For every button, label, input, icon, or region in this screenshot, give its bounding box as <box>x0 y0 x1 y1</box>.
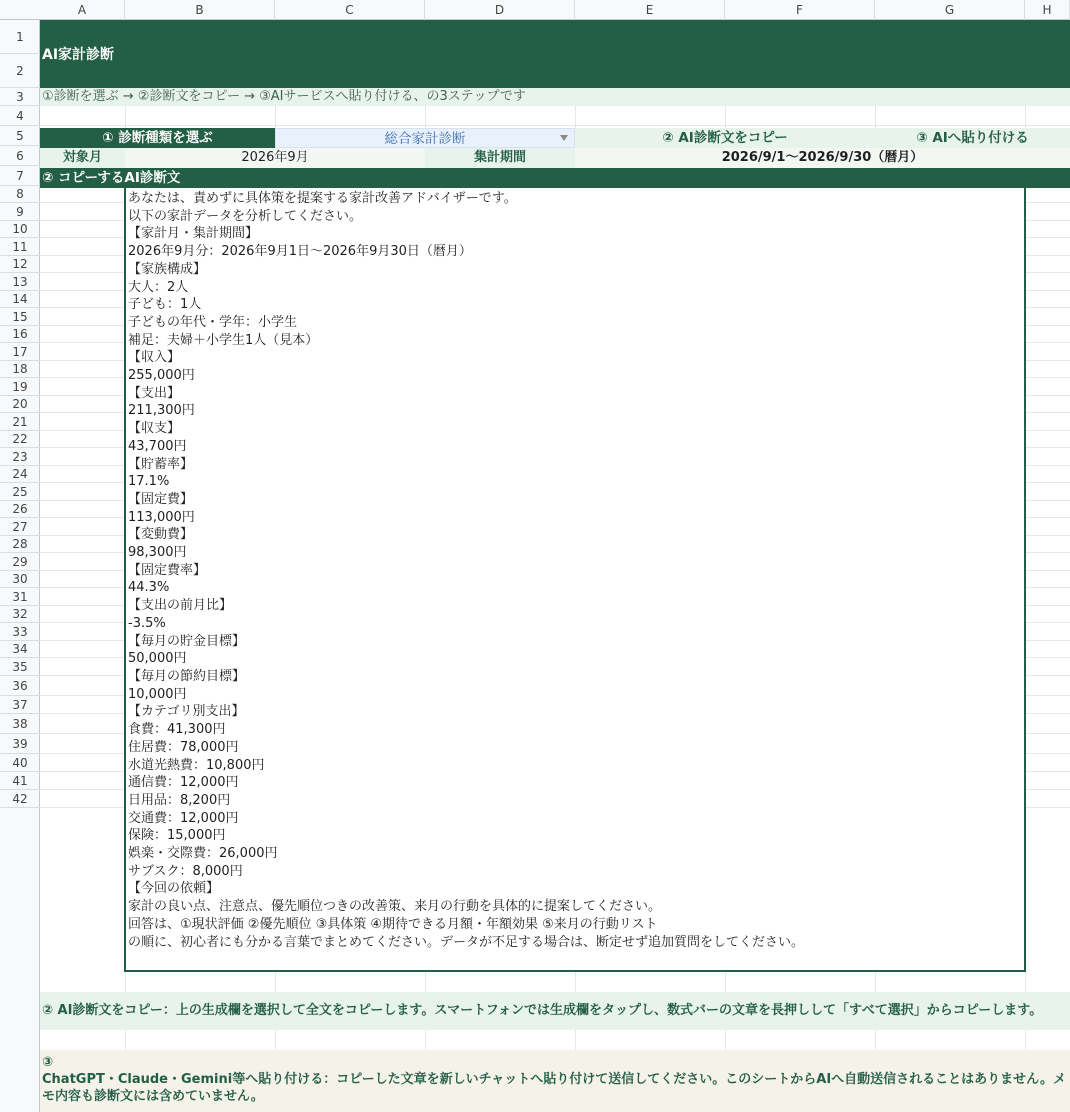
row-header-10[interactable]: 10 <box>0 221 40 238</box>
prompt-line: 補足：夫婦＋小学生1人（見本） <box>128 332 319 348</box>
prompt-line: 娯楽・交際費：26,000円 <box>128 846 278 862</box>
prompt-line: 255,000円 <box>128 368 195 384</box>
target-month-label: 対象月 <box>40 148 125 168</box>
step3-label: ③ AIへ貼り付ける <box>875 128 1070 148</box>
prompt-line: -3.5% <box>128 615 166 631</box>
steps-description: ①診断を選ぶ → ②診断文をコピー → ③AIサービスへ貼り付ける、の3ステップです <box>40 88 1070 106</box>
row-header-37[interactable]: 37 <box>0 696 40 714</box>
row-header-5[interactable]: 5 <box>0 126 40 146</box>
prompt-line: 43,700円 <box>128 438 187 454</box>
row-header-bar <box>0 20 40 1112</box>
dropdown-arrow-icon[interactable] <box>560 135 568 141</box>
send-step-number: ③ <box>42 1055 54 1070</box>
period-value[interactable]: 2026/9/1〜2026/9/30（暦月） <box>575 148 1070 168</box>
diagnosis-type-select[interactable] <box>275 128 575 148</box>
row-header-32[interactable]: 32 <box>0 606 40 623</box>
prompt-line: 以下の家計データを分析してください。 <box>128 208 363 224</box>
row-header-40[interactable]: 40 <box>0 754 40 772</box>
row-header-15[interactable]: 15 <box>0 308 40 326</box>
copy-instruction: ② AI診断文をコピー：上の生成欄を選択して全文をコピーします。スマートフォンでは生成欄をタップし、数式バーの文章を長押しして「すべて選択」からコピーします。 <box>40 992 1070 1030</box>
prompt-line: 50,000円 <box>128 651 187 667</box>
grid-line <box>40 125 1070 126</box>
prompt-line: 交通費：12,000円 <box>128 810 239 826</box>
row-header-9[interactable]: 9 <box>0 203 40 221</box>
prompt-line: 回答は、①現状評価 ②優先順位 ③具体策 ④期待できる月額・年額効果 ⑤来月の行動リスト <box>128 916 658 932</box>
prompt-line: 【収支】 <box>128 421 181 437</box>
prompt-line: 【支出】 <box>128 385 181 401</box>
column-header-d[interactable]: D <box>425 0 575 20</box>
prompt-line: 【家族構成】 <box>128 261 207 277</box>
row-header-18[interactable]: 18 <box>0 361 40 378</box>
row-header-27[interactable]: 27 <box>0 518 40 536</box>
column-header-a[interactable]: A <box>40 0 125 20</box>
prompt-line: 家計の良い点、注意点、優先順位つきの改善策、来月の行動を具体的に提案してください。 <box>128 899 662 915</box>
prompt-line: 211,300円 <box>128 403 195 419</box>
prompt-line: 113,000円 <box>128 509 195 525</box>
row-header-16[interactable]: 16 <box>0 326 40 343</box>
prompt-line: 水道光熱費：10,800円 <box>128 757 265 773</box>
prompt-line: 住居費：78,000円 <box>128 739 239 755</box>
prompt-line: 大人：2人 <box>128 279 189 295</box>
prompt-line: 【収入】 <box>128 350 181 366</box>
target-month-value[interactable]: 2026年9月 <box>125 148 425 168</box>
prompt-line: 【固定費率】 <box>128 562 207 578</box>
prompt-line: 【毎月の貯金目標】 <box>128 633 246 649</box>
sheet-title: AI家計診断 <box>40 20 1070 88</box>
prompt-line: 通信費：12,000円 <box>128 775 239 791</box>
row-header-4[interactable]: 4 <box>0 106 40 126</box>
prompt-line: あなたは、責めずに具体策を提案する家計改善アドバイザーです。 <box>128 191 517 206</box>
prompt-line: サブスク：8,000円 <box>128 863 243 879</box>
prompt-line: 10,000円 <box>128 686 187 702</box>
prompt-line: 日用品：8,200円 <box>128 792 231 808</box>
row-header-31[interactable]: 31 <box>0 588 40 606</box>
row-header-26[interactable]: 26 <box>0 501 40 518</box>
prompt-line: 【支出の前月比】 <box>128 598 233 614</box>
row-header-19[interactable]: 19 <box>0 378 40 396</box>
step1-label: ① 診断種類を選ぶ <box>40 128 275 148</box>
generated-prompt-cell[interactable] <box>124 188 1026 972</box>
prompt-line: 【固定費】 <box>128 491 194 507</box>
prompt-line: 【変動費】 <box>128 527 194 543</box>
row-header-17[interactable]: 17 <box>0 343 40 361</box>
prompt-line: 保険：15,000円 <box>128 828 226 844</box>
row-header-38[interactable]: 38 <box>0 714 40 734</box>
row-header-33[interactable]: 33 <box>0 623 40 641</box>
prompt-line: 98,300円 <box>128 545 187 561</box>
row-header-11[interactable]: 11 <box>0 238 40 256</box>
column-header-g[interactable]: G <box>875 0 1025 20</box>
row-header-3[interactable]: 3 <box>0 88 40 106</box>
row-header-20[interactable]: 20 <box>0 396 40 413</box>
prompt-line: 【今回の依頼】 <box>128 881 220 897</box>
row-header-12[interactable]: 12 <box>0 256 40 273</box>
row-header-34[interactable]: 34 <box>0 641 40 658</box>
row-header-41[interactable]: 41 <box>0 772 40 790</box>
send-instruction-block <box>40 1050 1070 1112</box>
period-label: 集計期間 <box>425 148 575 168</box>
row-header-7[interactable]: 7 <box>0 166 40 186</box>
row-header-28[interactable]: 28 <box>0 536 40 553</box>
row-header-39[interactable]: 39 <box>0 734 40 754</box>
row-header-29[interactable]: 29 <box>0 553 40 571</box>
cell-grid[interactable] <box>40 20 1070 1112</box>
row-header-2[interactable]: 2 <box>0 54 40 88</box>
prompt-line: 【家計月・集計期間】 <box>128 226 259 242</box>
prompt-line: 【カテゴリ別支出】 <box>128 704 245 720</box>
prompt-line: 【貯蓄率】 <box>128 456 194 472</box>
column-header-b[interactable]: B <box>125 0 275 20</box>
row-header-14[interactable]: 14 <box>0 291 40 308</box>
row-header-30[interactable]: 30 <box>0 571 40 588</box>
prompt-line: 子どもの年代・学年：小学生 <box>128 314 298 330</box>
row-header-35[interactable]: 35 <box>0 658 40 676</box>
prompt-line: 子ども：1人 <box>128 297 202 313</box>
column-header-e[interactable]: E <box>575 0 725 20</box>
row-header-13[interactable]: 13 <box>0 273 40 291</box>
send-instruction: ChatGPT・Claude・Gemini等へ貼り付ける：コピーした文章を新しいチャットへ貼り付けて送信してください。このシートからAIへ自動送信されることはありません。メモ内容も診断文には含めていません。 <box>42 1072 1066 1104</box>
row-header-6[interactable]: 6 <box>0 146 40 166</box>
prompt-line: 食費：41,300円 <box>128 722 226 738</box>
row-header-22[interactable]: 22 <box>0 431 40 448</box>
diagnosis-type-value: 総合家計診断 <box>384 131 466 147</box>
column-header-f[interactable]: F <box>725 0 875 20</box>
row-header-21[interactable]: 21 <box>0 413 40 431</box>
prompt-line: の順に、初心者にも分かる言葉でまとめてください。データが不足する場合は、断定せず追加質問をしてください。 <box>128 934 805 950</box>
row-header-42[interactable]: 42 <box>0 790 40 808</box>
row-header-24[interactable]: 24 <box>0 466 40 483</box>
row-header-1[interactable]: 1 <box>0 20 40 54</box>
prompt-line: 2026年9月分：2026年9月1日〜2026年9月30日（暦月） <box>128 244 472 260</box>
row-header-25[interactable]: 25 <box>0 483 40 501</box>
prompt-line: 17.1% <box>128 474 170 490</box>
prompt-line: 【毎月の節約目標】 <box>128 668 246 684</box>
column-header-c[interactable]: C <box>275 0 425 20</box>
section-title-copy-prompt: ② コピーするAI診断文 <box>40 168 1070 188</box>
column-header-bar <box>0 0 1070 20</box>
column-header-h[interactable]: H <box>1025 0 1070 20</box>
prompt-line: 44.3% <box>128 580 170 596</box>
row-header-8[interactable]: 8 <box>0 186 40 203</box>
row-header-36[interactable]: 36 <box>0 676 40 696</box>
row-header-23[interactable]: 23 <box>0 448 40 466</box>
step2-label: ② AI診断文をコピー <box>575 128 875 148</box>
